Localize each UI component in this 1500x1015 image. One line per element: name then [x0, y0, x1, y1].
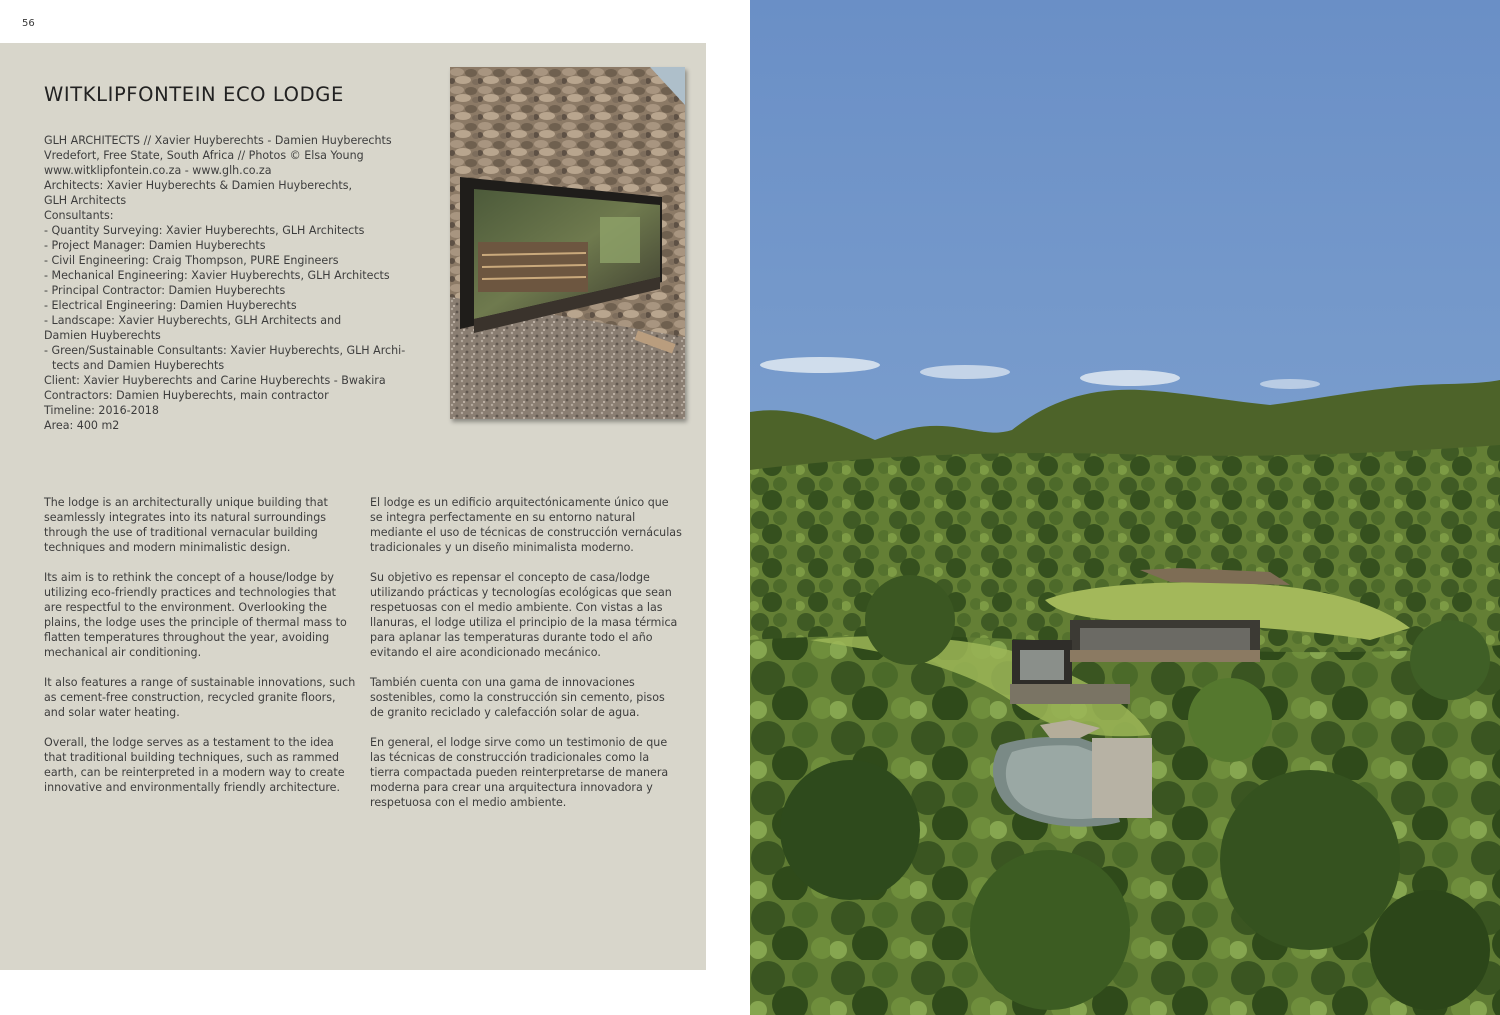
- credit-line: Timeline: 2016-2018: [44, 404, 159, 417]
- credit-line: - Principal Contractor: Damien Huyberechts: [44, 284, 286, 297]
- body-spanish: [370, 495, 682, 825]
- credit-line: Consultants:: [44, 209, 114, 222]
- credit-line: - Mechanical Engineering: Xavier Huyberechts, GLH Architects: [44, 269, 390, 282]
- credit-line: - Quantity Surveying: Xavier Huyberechts, GLH Architects: [44, 224, 365, 237]
- credit-line: GLH Architects: [44, 194, 127, 207]
- credit-line: Vredefort, Free State, South Africa // Photos © Elsa Young: [44, 149, 364, 162]
- credit-line: Contractors: Damien Huyberechts, main contractor: [44, 389, 329, 402]
- credit-line: - Landscape: Xavier Huyberechts, GLH Architects and: [44, 314, 342, 327]
- credit-line: Area: 400 m2: [44, 419, 120, 432]
- credit-line: - Civil Engineering: Craig Thompson, PURE Engineers: [44, 254, 339, 267]
- aerial-landscape-photo: [750, 0, 1500, 1015]
- credit-line: Damien Huyberechts: [44, 329, 161, 342]
- paragraph: También cuenta con una gama de innovaciones sostenibles, como la construcción sin cemento, pisos de granito reciclado y calefacción solar de agua.: [370, 676, 665, 719]
- credit-line: Client: Xavier Huyberechts and Carine Huyberechts - Bwakira: [44, 374, 386, 387]
- credit-line: Architects: Xavier Huyberechts & Damien Huyberechts,: [44, 179, 353, 192]
- paragraph: The lodge is an architecturally unique building that seamlessly integrates into its natural surroundings through the use of traditional vernacular building techniques and modern minimalistic design.: [44, 496, 328, 554]
- paragraph: En general, el lodge sirve como un testimonio de que las técnicas de construcción tradicionales como la tierra compactada pueden reinterpretarse de manera moderna para crear una arquitectura innovadora y respetuosa con el medio ambiente.: [370, 736, 669, 809]
- paragraph: Overall, the lodge serves as a testament to the idea that traditional building techniques, such as rammed earth, can be reinterpreted in a modern way to create innovative and environmentally friendly architecture.: [44, 736, 345, 794]
- credit-line: - Green/Sustainable Consultants: Xavier Huyberechts, GLH Archi-: [44, 344, 406, 357]
- page-number: 56: [22, 18, 35, 29]
- credit-line: GLH ARCHITECTS // Xavier Huyberechts - Damien Huyberechts: [44, 134, 392, 147]
- body-english: [44, 495, 356, 810]
- credit-line: www.witklipfontein.co.za - www.glh.co.za: [44, 164, 272, 177]
- credit-line: - Electrical Engineering: Damien Huyberechts: [44, 299, 297, 312]
- paragraph: Its aim is to rethink the concept of a house/lodge by utilizing eco-friendly practices and technologies that are respectful to the environment. Overlooking the plains, the lodge uses the principle of thermal mass to flatten temperatures throughout the year, avoiding mechanical air conditioning.: [44, 571, 347, 659]
- credit-line: tects and Damien Huyberechts: [52, 359, 225, 372]
- credit-line: - Project Manager: Damien Huyberechts: [44, 239, 266, 252]
- paragraph: El lodge es un edificio arquitectónicamente único que se integra perfectamente en su entorno natural mediante el uso de técnicas de construcción vernáculas tradicionales y un diseño minimalista moderno.: [370, 496, 682, 554]
- stone-wall-window-photo: [450, 67, 685, 419]
- paragraph: It also features a range of sustainable innovations, such as cement-free construction, recycled granite floors, and solar water heating.: [44, 676, 356, 719]
- project-credits: [44, 133, 414, 433]
- paragraph: Su objetivo es repensar el concepto de casa/lodge utilizando prácticas y tecnologías ecológicas que sean respetuosas con el medio ambiente. Con vistas a las llanuras, el lodge utiliza el principio de la masa térmica para aplanar las temperaturas durante todo el año evitando el aire acondicionado mecánico.: [370, 571, 678, 659]
- page-title: WITKLIPFONTEIN ECO LODGE: [44, 83, 344, 106]
